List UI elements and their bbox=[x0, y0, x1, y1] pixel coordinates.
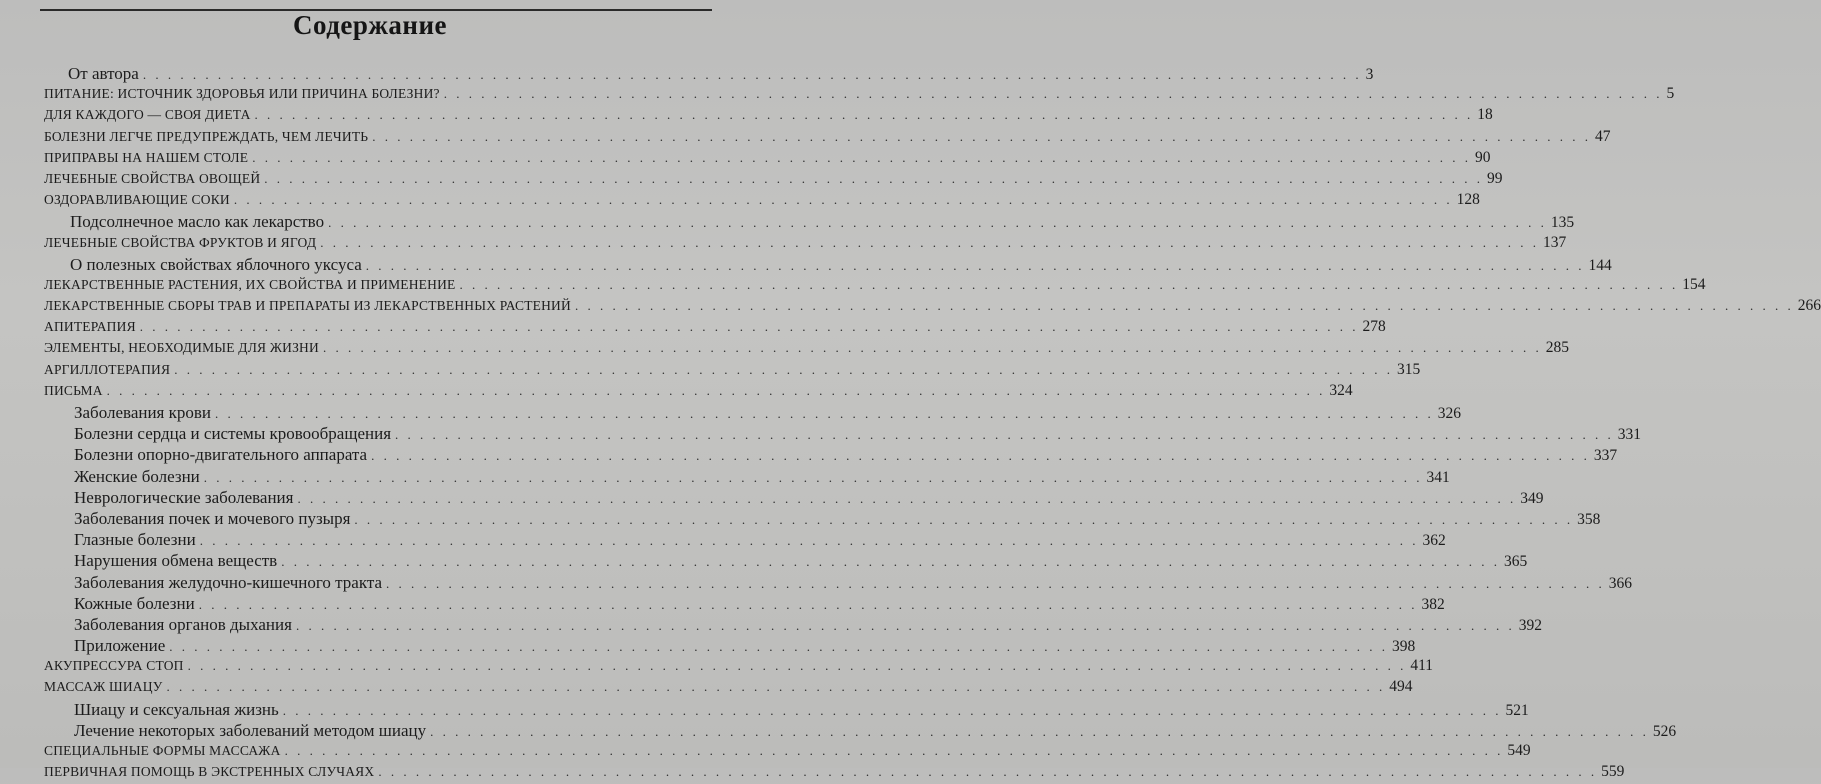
dot-leader bbox=[372, 129, 1591, 145]
toc-entry bbox=[0, 551, 1528, 572]
dot-leader bbox=[371, 448, 1590, 464]
toc-entry-title: Лечение некоторых заболеваний методом шиацу bbox=[74, 720, 427, 740]
dot-leader bbox=[174, 362, 1393, 378]
toc-entry-page-number: 154 bbox=[1682, 275, 1706, 293]
toc-entry-page-number: 341 bbox=[1426, 468, 1450, 486]
toc-entry bbox=[0, 212, 1575, 233]
toc-entry bbox=[0, 191, 1480, 212]
dot-leader bbox=[575, 298, 1794, 314]
toc-entry-page-number: 392 bbox=[1518, 616, 1542, 634]
dot-leader bbox=[200, 533, 1419, 549]
dot-leader bbox=[378, 764, 1597, 780]
toc-entry-page-number: 382 bbox=[1421, 595, 1445, 613]
dot-leader bbox=[283, 703, 1502, 719]
toc-entry-page-number: 18 bbox=[1477, 106, 1493, 124]
dot-leader bbox=[166, 679, 1385, 695]
toc-entry-title: Болезни опорно-двигательного аппарата bbox=[74, 445, 368, 465]
toc-entry-title: ЛЕКАРСТВЕННЫЕ СБОРЫ ТРАВ И ПРЕПАРАТЫ ИЗ ЛЕКАРСТВЕННЫХ РАСТЕНИЙ bbox=[44, 298, 571, 314]
toc-entry bbox=[0, 169, 1503, 191]
dot-leader bbox=[354, 512, 1573, 528]
toc-entry bbox=[0, 106, 1493, 127]
toc-entry-page-number: 362 bbox=[1422, 532, 1446, 550]
dot-leader bbox=[234, 192, 1453, 208]
toc-entry-title: ПИСЬМА bbox=[44, 382, 103, 398]
toc-entry bbox=[0, 572, 1633, 594]
toc-entry bbox=[0, 403, 1462, 424]
toc-entry bbox=[0, 233, 1567, 255]
toc-entry bbox=[0, 148, 1491, 170]
dot-leader bbox=[143, 67, 1362, 83]
toc-entry-page-number: 349 bbox=[1520, 489, 1544, 507]
dot-leader bbox=[430, 724, 1649, 740]
toc-entry-page-number: 526 bbox=[1652, 722, 1677, 740]
toc-entry-title: ПРИПРАВЫ НА НАШЕМ СТОЛЕ bbox=[44, 149, 249, 165]
dot-leader bbox=[395, 427, 1614, 443]
toc-entry-title: Нарушения обмена веществ bbox=[74, 551, 278, 571]
toc-entry-page-number: 366 bbox=[1608, 574, 1633, 592]
toc-entry-page-number: 144 bbox=[1588, 256, 1612, 274]
toc-entry bbox=[0, 466, 1450, 488]
toc-entry-page-number: 337 bbox=[1593, 447, 1618, 465]
toc-entry-page-number: 324 bbox=[1329, 381, 1353, 399]
dot-leader bbox=[204, 470, 1423, 486]
toc-entry-page-number: 326 bbox=[1437, 405, 1462, 422]
toc-entry-title: СПЕЦИАЛЬНЫЕ ФОРМЫ МАССАЖА bbox=[44, 743, 281, 758]
toc-entry bbox=[0, 636, 1416, 657]
dot-leader bbox=[199, 597, 1418, 613]
toc-entry-page-number: 90 bbox=[1474, 148, 1491, 166]
toc-entry-page-number: 135 bbox=[1550, 214, 1575, 232]
toc-entry-page-number: 278 bbox=[1362, 318, 1386, 336]
toc-entry-title: ОЗДОРАВЛИВАЮЩИЕ СОКИ bbox=[44, 192, 230, 208]
toc-entry-page-number: 47 bbox=[1594, 127, 1611, 145]
toc-entry bbox=[0, 424, 1642, 445]
toc-entry-page-number: 331 bbox=[1617, 426, 1642, 444]
toc-entry-title: О полезных свойствах яблочного уксуса bbox=[70, 254, 362, 274]
dot-leader bbox=[285, 743, 1504, 759]
toc-entry-title: АРГИЛЛОТЕРАПИЯ bbox=[44, 361, 171, 377]
toc-entry-title: Шиацу и сексуальная жизнь bbox=[74, 699, 279, 719]
dot-leader bbox=[140, 319, 1359, 335]
dot-leader bbox=[366, 258, 1585, 274]
dot-leader bbox=[255, 107, 1474, 123]
toc-entry-page-number: 559 bbox=[1601, 763, 1625, 781]
dot-leader bbox=[328, 215, 1547, 231]
toc-entry-page-number: 315 bbox=[1396, 360, 1421, 378]
dot-leader bbox=[107, 383, 1326, 399]
toc-entry bbox=[0, 614, 1542, 636]
toc-entry-title: АПИТЕРАПИЯ bbox=[44, 319, 136, 335]
toc-entry-page-number: 3 bbox=[1365, 66, 1374, 83]
toc-entry-title: Женские болезни bbox=[74, 466, 200, 486]
dot-leader bbox=[215, 406, 1434, 422]
toc-entry-title: Неврологические заболевания bbox=[74, 487, 294, 507]
dot-leader bbox=[459, 277, 1678, 293]
toc-entry-page-number: 99 bbox=[1487, 169, 1503, 187]
toc-entry-title: ЛЕЧЕБНЫЕ СВОЙСТВА ОВОЩЕЙ bbox=[44, 170, 261, 186]
toc-entry-title: Глазные болезни bbox=[74, 530, 196, 550]
dot-leader bbox=[320, 235, 1539, 251]
toc-entry-page-number: 285 bbox=[1545, 339, 1569, 357]
dot-leader bbox=[296, 618, 1515, 634]
toc-entry bbox=[0, 593, 1445, 615]
toc-entry bbox=[0, 720, 1677, 742]
toc-entry-title: ЭЛЕМЕНТЫ, НЕОБХОДИМЫЕ ДЛЯ ЖИЗНИ bbox=[44, 340, 319, 356]
toc-entry-page-number: 521 bbox=[1505, 701, 1529, 719]
toc-entry-title: МАССАЖ ШИАЦУ bbox=[44, 679, 163, 695]
toc-entry bbox=[0, 318, 1386, 339]
dot-leader bbox=[444, 86, 1663, 102]
toc-entry-title: ЛЕКАРСТВЕННЫЕ РАСТЕНИЯ, ИХ СВОЙСТВА И ПРИМЕНЕНИЕ bbox=[44, 276, 456, 292]
toc-entry-page-number: 411 bbox=[1410, 657, 1434, 675]
toc-entry bbox=[0, 487, 1544, 509]
toc-entry bbox=[0, 381, 1353, 403]
dot-leader bbox=[188, 658, 1407, 674]
toc-entry bbox=[0, 297, 1821, 318]
toc-entry-page-number: 494 bbox=[1389, 678, 1413, 696]
toc-entry-title: ДЛЯ КАЖДОГО — СВОЯ ДИЕТА bbox=[44, 107, 251, 123]
toc-entry-title: Заболевания желудочно-кишечного тракта bbox=[74, 572, 383, 592]
dot-leader bbox=[386, 576, 1605, 592]
toc-entry-title: ЛЕЧЕБНЫЕ СВОЙСТВА ФРУКТОВ И ЯГОД bbox=[44, 234, 317, 250]
toc-entry-title: Болезни сердца и системы кровообращения bbox=[74, 424, 392, 444]
toc-entry bbox=[0, 339, 1569, 360]
toc-entry bbox=[0, 85, 1675, 106]
toc-entry-page-number: 549 bbox=[1507, 742, 1531, 759]
toc-entry-title: ПИТАНИЕ: ИСТОЧНИК ЗДОРОВЬЯ ИЛИ ПРИЧИНА БОЛЕЗНИ? bbox=[44, 86, 440, 102]
dot-leader bbox=[264, 171, 1483, 187]
toc-entry-page-number: 137 bbox=[1542, 233, 1567, 251]
toc-entry-title: Заболевания почек и мочевого пузыря bbox=[74, 508, 351, 528]
toc-entry-title: БОЛЕЗНИ ЛЕГЧЕ ПРЕДУПРЕЖДАТЬ, ЧЕМ ЛЕЧИТЬ bbox=[44, 128, 369, 144]
toc-entry bbox=[0, 530, 1446, 551]
toc-entry-title: От автора bbox=[68, 64, 139, 83]
dot-leader bbox=[281, 554, 1500, 570]
toc-entry-page-number: 266 bbox=[1797, 297, 1821, 315]
toc-entry bbox=[0, 742, 1531, 763]
toc-entry bbox=[0, 254, 1612, 276]
toc-entry-title: ПЕРВИЧНАЯ ПОМОЩЬ В ЭКСТРЕННЫХ СЛУЧАЯХ bbox=[44, 764, 375, 780]
toc-entry-page-number: 5 bbox=[1666, 85, 1675, 103]
toc-entry bbox=[0, 445, 1618, 466]
toc-entry-page-number: 365 bbox=[1503, 553, 1528, 571]
toc-entry bbox=[0, 127, 1611, 149]
toc-entry bbox=[0, 763, 1625, 784]
toc-entry bbox=[0, 360, 1421, 382]
toc-entry-title: Подсолнечное масло как лекарство bbox=[70, 212, 325, 232]
dot-leader bbox=[169, 639, 1388, 655]
dot-leader bbox=[297, 491, 1516, 507]
toc-entry bbox=[0, 275, 1706, 297]
toc-entry-title: Заболевания органов дыхания bbox=[74, 614, 292, 634]
dot-leader bbox=[323, 340, 1542, 356]
toc-entry bbox=[0, 678, 1413, 699]
table-of-contents bbox=[0, 64, 1821, 784]
toc-entry-title: АКУПРЕССУРА СТОП bbox=[44, 658, 184, 674]
toc-entry bbox=[0, 657, 1434, 678]
toc-entry-page-number: 358 bbox=[1577, 510, 1601, 528]
toc-entry-title: Приложение bbox=[74, 636, 166, 656]
toc-entry-title: Кожные болезни bbox=[74, 593, 195, 613]
page-title: Содержание bbox=[292, 10, 448, 40]
toc-entry bbox=[0, 699, 1529, 721]
toc-entry bbox=[0, 64, 1374, 85]
toc-entry-page-number: 398 bbox=[1392, 638, 1416, 656]
toc-entry-title: Заболевания крови bbox=[74, 403, 212, 422]
toc-entry bbox=[0, 508, 1601, 530]
dot-leader bbox=[252, 150, 1471, 166]
toc-entry-page-number: 128 bbox=[1456, 191, 1480, 209]
